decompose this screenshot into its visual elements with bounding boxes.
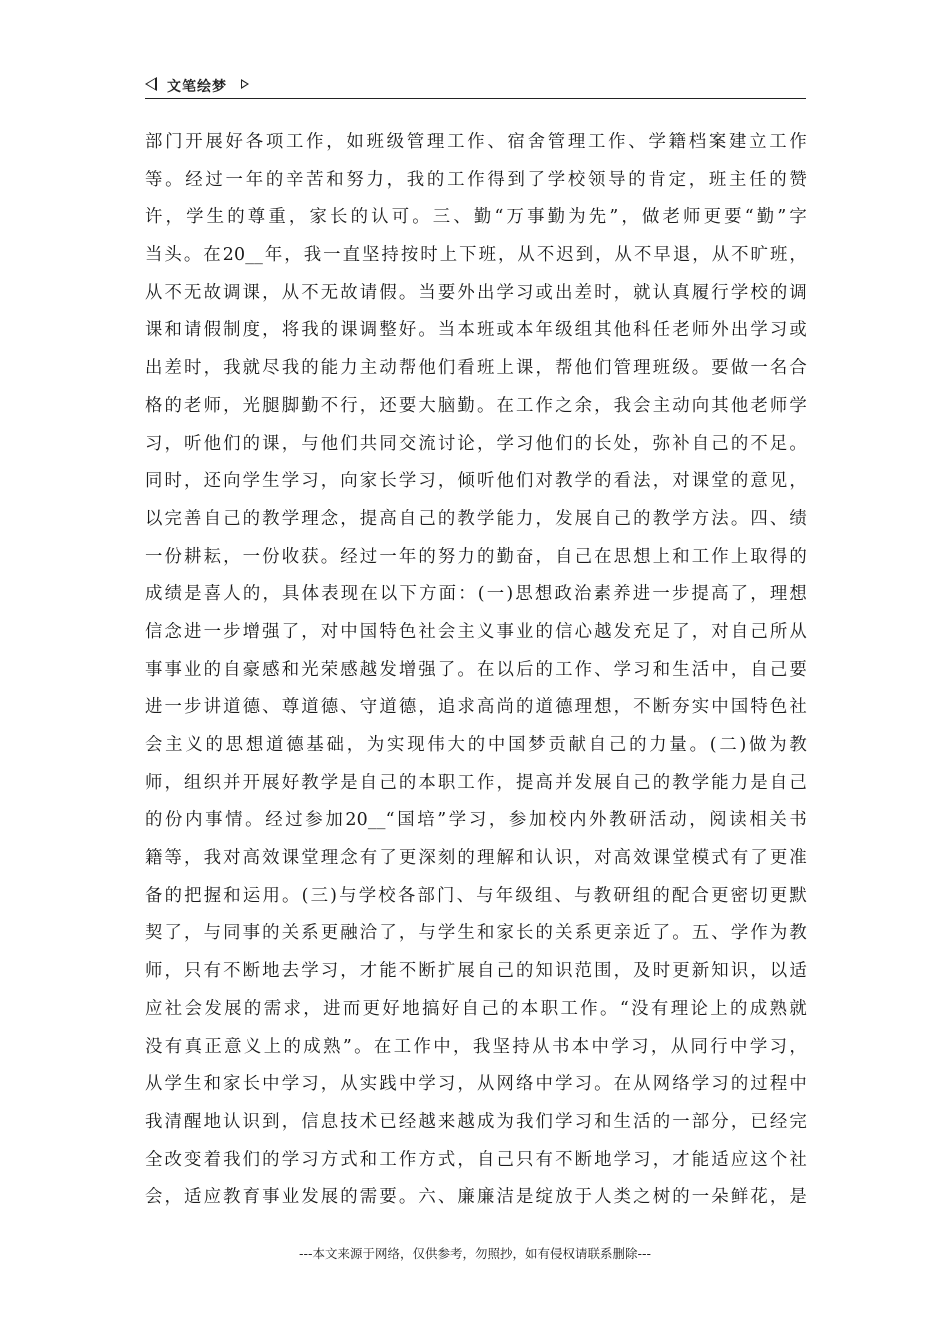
body-line: 信念进一步增强了，对中国特色社会主义事业的信心越发充足了，对自己所从 <box>145 621 807 642</box>
body-line: 事事业的自豪感和光荣感越发增强了。在以后的工作、学习和生活中，自己要 <box>145 659 807 680</box>
body-line: 从不无故调课，从不无故请假。当要外出学习或出差时，就认真履行学校的调 <box>145 282 807 303</box>
left-triangle-icon <box>145 77 157 91</box>
body-line: 师，组织并开展好教学是自己的本职工作，提高并发展自己的教学能力是自己 <box>145 772 807 793</box>
body-line: 没有真正意义上的成熟”。在工作中，我坚持从书本中学习，从同行中学习， <box>145 1036 807 1057</box>
body-line: 籍等，我对高效课堂理念有了更深刻的理解和认识，对高效课堂模式有了更准 <box>145 848 807 869</box>
page-header <box>145 74 806 99</box>
body-line: 格的老师，光腿脚勤不行，还要大脑勤。在工作之余，我会主动向其他老师学 <box>145 395 807 416</box>
body-line: 的份内事情。经过参加20__“国培”学习，参加校内外教研活动，阅读相关书 <box>145 810 807 831</box>
body-line: 以完善自己的教学理念，提高自己的教学能力，发展自己的教学方法。四、绩 <box>145 508 807 529</box>
page-footer: ---本文来源于网络，仅供参考，勿照抄，如有侵权请联系删除--- <box>298 1246 652 1261</box>
body-line: 备的把握和运用。(三)与学校各部门、与年级组、与教研组的配合更密切更默 <box>145 885 807 906</box>
body-line: 进一步讲道德、尊道德、守道德，追求高尚的道德理想，不断夯实中国特色社 <box>145 697 807 718</box>
header-brand: 文笔绘梦 <box>167 79 227 95</box>
body-line: 成绩是喜人的，具体表现在以下方面：(一)思想政治素养进一步提高了，理想 <box>145 584 807 605</box>
body-line: 会，适应教育事业发展的需要。六、廉廉洁是绽放于人类之树的一朵鲜花，是 <box>145 1187 807 1208</box>
body-line: 出差时，我就尽我的能力主动帮他们看班上课，帮他们管理班级。要做一名合 <box>145 358 807 379</box>
body-line: 我清醒地认识到，信息技术已经越来越成为我们学习和生活的一部分，已经完 <box>145 1111 807 1132</box>
body-line: 会主义的思想道德基础，为实现伟大的中国梦贡献自己的力量。(二)做为教 <box>145 735 807 755</box>
body-line: 等。经过一年的辛苦和努力，我的工作得到了学校领导的肯定，班主任的赞 <box>145 169 807 190</box>
body-line: 师，只有不断地去学习，才能不断扩展自己的知识范围，及时更新知识，以适 <box>145 961 807 982</box>
body-line: 一份耕耘，一份收获。经过一年的努力的勤奋，自己在思想上和工作上取得的 <box>145 546 807 567</box>
right-triangle-icon <box>241 79 249 89</box>
body-line: 部门开展好各项工作，如班级管理工作、宿舍管理工作、学籍档案建立工作 <box>145 132 807 152</box>
body-line: 习，听他们的课，与他们共同交流讨论，学习他们的长处，弥补自己的不足。 <box>145 433 807 454</box>
body-line: 从学生和家长中学习，从实践中学习，从网络中学习。在从网络学习的过程中 <box>145 1074 807 1095</box>
body-line: 同时，还向学生学习，向家长学习，倾听他们对教学的看法，对课堂的意见， <box>145 471 807 492</box>
document-body <box>145 124 807 1217</box>
body-line: 许，学生的尊重，家长的认可。三、勤“万事勤为先”，做老师更要“勤”字 <box>145 207 807 228</box>
body-line: 契了，与同事的关系更融洽了，与学生和家长的关系更亲近了。五、学作为教 <box>145 923 807 944</box>
body-line: 全改变着我们的学习方式和工作方式，自己只有不断地学习，才能适应这个社 <box>145 1149 807 1170</box>
body-line: 应社会发展的需求，进而更好地搞好自己的本职工作。“没有理论上的成熟就 <box>145 998 807 1019</box>
body-line: 课和请假制度，将我的课调整好。当本班或本年级组其他科任老师外出学习或 <box>145 320 807 341</box>
body-line: 当头。在20__年，我一直坚持按时上下班，从不迟到，从不早退，从不旷班， <box>145 245 807 266</box>
